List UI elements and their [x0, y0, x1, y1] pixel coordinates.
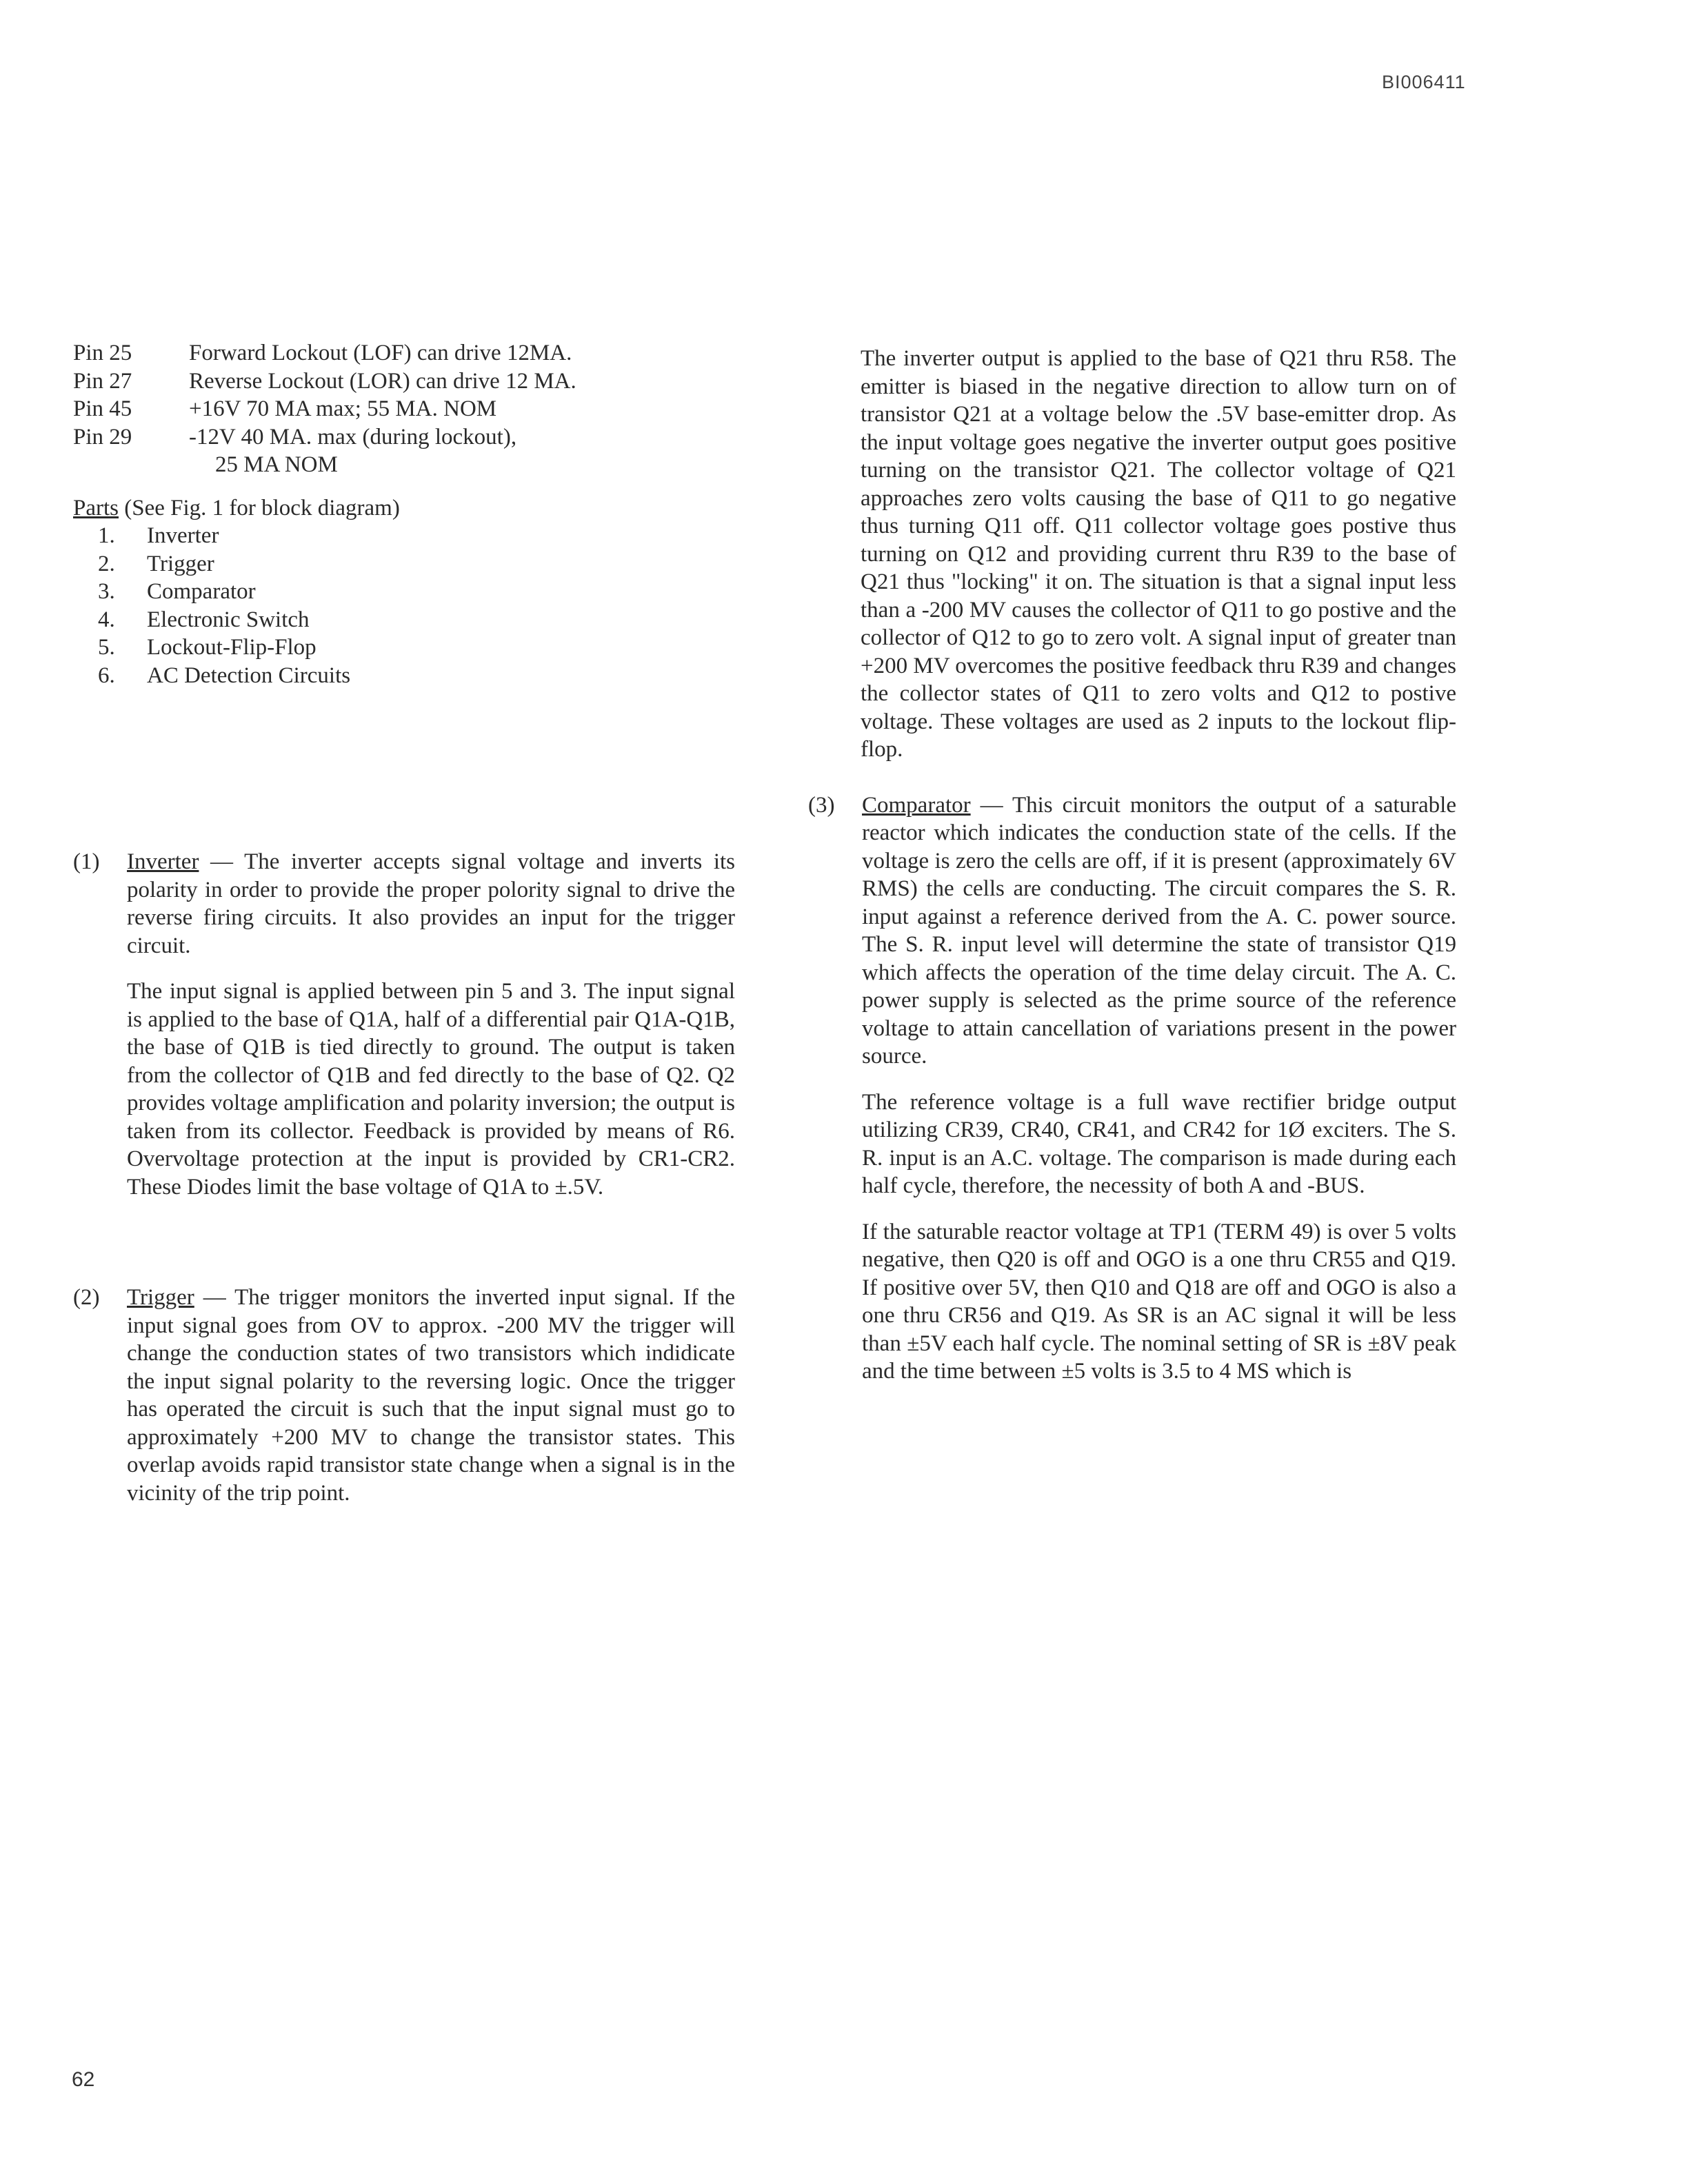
pin-description: Reverse Lockout (LOR) can drive 12 MA.	[189, 368, 576, 394]
pin-row	[73, 367, 735, 396]
pin-description: +16V 70 MA max; 55 MA. NOM	[189, 396, 497, 421]
inverter-section	[73, 848, 735, 1201]
pin-row	[73, 423, 735, 452]
list-item-number: 3.	[98, 579, 115, 604]
pin-label: Pin 27	[73, 368, 132, 394]
pin-description: Forward Lockout (LOF) can drive 12MA.	[189, 341, 572, 365]
section-body	[862, 791, 1456, 1386]
inverter-intro	[127, 848, 735, 960]
section-marker: (1)	[73, 849, 100, 874]
list-item-label: Inverter	[147, 523, 219, 548]
pin-list	[73, 339, 735, 479]
list-item-number: 5.	[98, 635, 115, 660]
section-marker: (3)	[808, 792, 835, 818]
section-body	[127, 848, 735, 1201]
pin-row	[73, 339, 735, 367]
list-item-label: Electronic Switch	[147, 607, 310, 632]
inverter-paragraph: The input signal is applied between pin 5 and 3. The input signal is applied to the base of Q1A, half of a differential pair Q1A-Q1B, the base of Q1B is tied directly to ground. The output is taken from the collector of Q1B and fed directly to the base of Q2. Q2 provides voltage amplification and polarity inversion; the output is taken from its collector. Feedback is provided by means of R6. Overvoltage protection at the input is provided by CR1-CR2. These Diodes limit the base voltage of Q1A to ±.5V.	[127, 979, 735, 1200]
left-column	[73, 339, 735, 1507]
pin-label: Pin 25	[73, 341, 132, 365]
inverter-intro-text: — The inverter accepts signal voltage and inverts its polarity in order to provide the proper polority signal to drive the reverse firing circuits. It also provides an input for the trigger circuit.	[127, 849, 735, 958]
comparator-intro	[862, 791, 1456, 1071]
list-item-label: Trigger	[147, 551, 214, 576]
list-item-number: 1.	[98, 523, 115, 548]
section-marker: (2)	[73, 1285, 100, 1310]
list-item	[73, 606, 735, 634]
parts-heading-label: Parts	[73, 495, 119, 520]
trigger-intro	[127, 1284, 735, 1507]
section-title: Comparator	[862, 792, 971, 818]
list-item-label: Comparator	[147, 579, 256, 604]
list-item-number: 2.	[98, 551, 115, 576]
comparator-paragraph: The reference voltage is a full wave rectifier bridge output utilizing CR39, CR40, CR41, and CR42 for 1Ø exciters. The S. R. input is an A.C. voltage. The comparison is made during each half cycle, therefore, the necessity of both A and -BUS.	[862, 1089, 1456, 1198]
list-item-label: Lockout-Flip-Flop	[147, 635, 316, 660]
list-item	[73, 662, 735, 690]
document-id: BI006411	[1382, 72, 1466, 92]
pin-row	[73, 395, 735, 423]
right-column	[808, 345, 1456, 1386]
trigger-section	[73, 1284, 735, 1507]
comparator-section	[808, 791, 1456, 1386]
section-title: Inverter	[127, 849, 199, 874]
comparator-intro-text: — This circuit monitors the output of a saturable reactor which indicates the conduction state of the cells. If the voltage is zero the cells are off, if it is present (approximately 6V RMS) the cells are conducting. The circuit compares the S. R. input against a reference derived from the A. C. power source. The S. R. input level will determine the state of transistor Q19 which affects the operation of the time delay circuit. The A. C. power supply is selected as the prime source of the reference voltage to attain cancellation of variations present in the power source.	[862, 792, 1456, 1069]
list-item	[73, 634, 735, 662]
list-item-number: 6.	[98, 663, 115, 688]
list-item	[73, 550, 735, 578]
trigger-intro-text: — The trigger monitors the inverted input signal. If the input signal goes from OV to approx. -200 MV the trigger will change the conduction states of two transistors which indidicate the input signal polarity to the reversing logic. Once the trigger has operated the circuit is such that the input signal must go to approximately +200 MV to change the transistor states. This overlap avoids rapid transistor state change when a signal is in the vicinity of the trip point.	[127, 1285, 735, 1506]
pin-label: Pin 45	[73, 396, 132, 421]
pin-description: -12V 40 MA. max (during lockout),	[189, 424, 517, 449]
parts-list	[73, 522, 735, 689]
comparator-paragraph: If the saturable reactor voltage at TP1 (TERM 49) is over 5 volts negative, then Q20 is off and OGO is a one thru CR55 and Q19. If positive over 5V, then Q10 and Q18 are off and OGO is also a one thru CR56 and Q19. As SR is an AC signal it will be less than ±5V each half cycle. The nominal setting of SR is ±8V peak and the time between ±5 volts is 3.5 to 4 MS which is	[862, 1219, 1456, 1384]
section-title: Trigger	[127, 1285, 194, 1310]
list-item-label: AC Detection Circuits	[147, 663, 351, 688]
parts-heading-note: (See Fig. 1 for block diagram)	[119, 495, 400, 520]
pin-label: Pin 29	[73, 424, 132, 449]
list-item	[73, 522, 735, 550]
page-number: 62	[72, 2068, 95, 2091]
section-body	[127, 1284, 735, 1507]
parts-heading	[73, 494, 735, 523]
inverter-output-paragraph: The inverter output is applied to the base of Q21 thru R58. The emitter is biased in the negative direction to allow turn on of transistor Q21 at a voltage below the .5V base-emitter drop. As the input voltage goes negative the inverter output goes positive turning on the transistor Q21. The collector voltage of Q21 approaches zero volts causing the base of Q11 to go negative thus turning Q11 off. Q11 collector voltage goes postive thus turning on Q12 and providing current thru R39 to the base of Q21 thus "locking" it on. The situation is that a signal input less than a -200 MV causes the collector of Q11 to go postive and the collector of Q12 to go to zero volt. A signal input of greater tnan +200 MV overcomes the positive feedback thru R39 and changes the collector states of Q11 to zero volts and Q12 to postive voltage. These voltages are used as 2 inputs to the lockout flip-flop.	[861, 346, 1456, 762]
list-item-number: 4.	[98, 607, 115, 632]
pin-description-continued: 25 MA NOM	[215, 452, 338, 477]
list-item	[73, 578, 735, 606]
